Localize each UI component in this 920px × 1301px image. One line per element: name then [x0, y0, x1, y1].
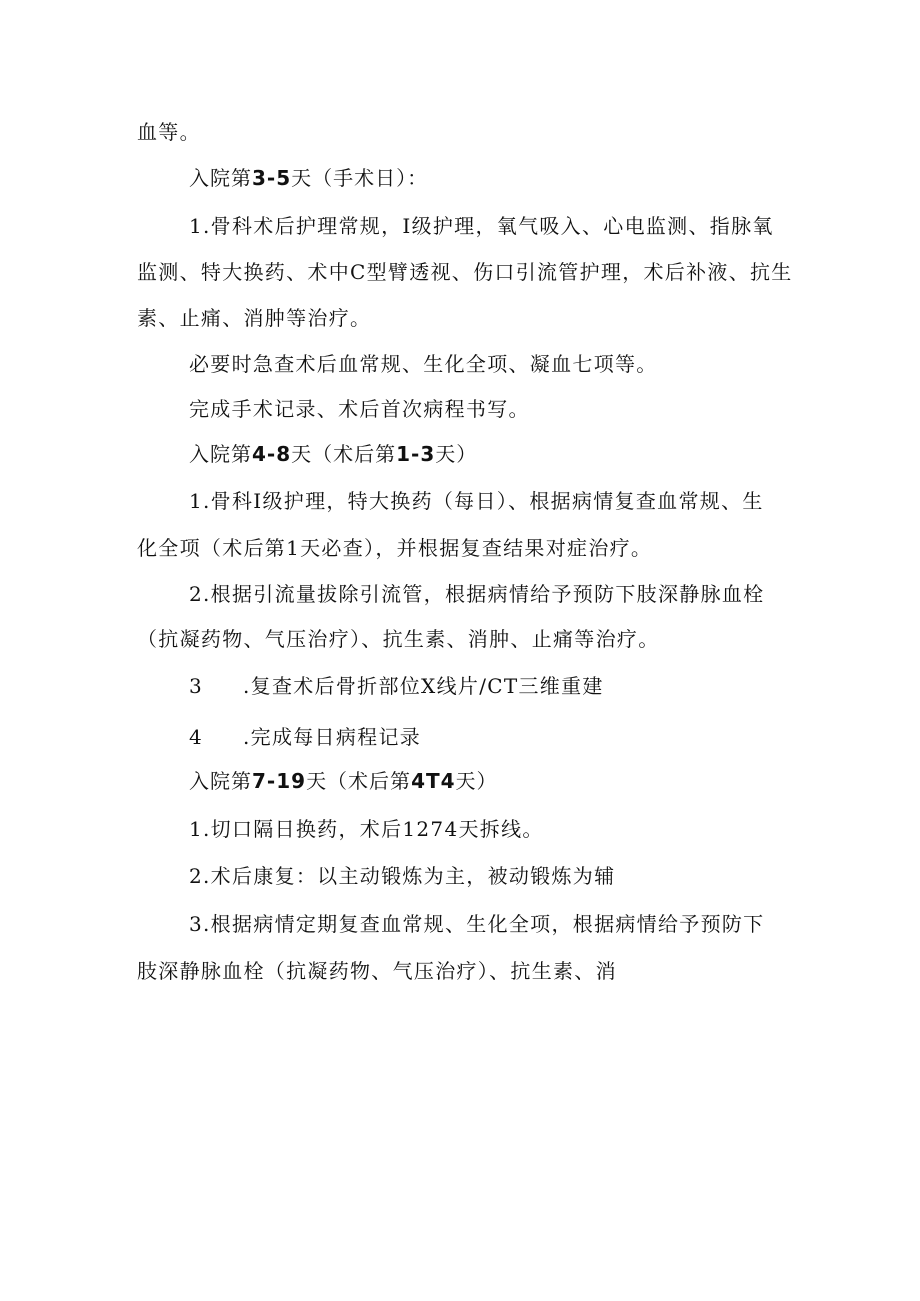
text-line: 1.切口隔日换药，术后1274天拆线。	[189, 817, 544, 841]
heading-middle: 天（术后第	[291, 442, 397, 466]
heading-middle: 天（术后第	[306, 769, 412, 793]
heading-prefix: 入院第	[189, 166, 252, 190]
item-text: .复查术后骨折部位X线片/CT三维重建	[243, 674, 604, 698]
item-number: 3	[189, 674, 204, 698]
item-text: .完成每日病程记录	[243, 725, 422, 749]
text-line: 必要时急查术后血常规、生化全项、凝血七项等。	[189, 352, 658, 376]
item-number: 4	[189, 725, 204, 749]
text-line: 化全项（术后第1天必查），并根据复查结果对症治疗。	[137, 536, 653, 560]
heading-suffix: 天（手术日）：	[291, 166, 429, 190]
text-line: 血等。	[137, 120, 201, 144]
text-line: 1.骨科术后护理常规，Ⅰ级护理，氧气吸入、心电监测、指脉氧	[189, 214, 774, 238]
heading-prefix: 入院第	[189, 769, 252, 793]
heading-prefix: 入院第	[189, 442, 252, 466]
numbered-item-4	[189, 722, 421, 752]
heading-range-2: 4T4	[411, 769, 456, 793]
heading-range-2: 1-3	[396, 442, 436, 466]
text-line: 3.根据病情定期复查血常规、生化全项，根据病情给予预防下	[189, 912, 765, 936]
text-line: 2.根据引流量拔除引流管，根据病情给予预防下肢深静脉血栓	[189, 582, 765, 606]
heading-range: 7-19	[252, 769, 307, 793]
heading-range: 4-8	[252, 442, 292, 466]
text-line: （抗凝药物、气压治疗）、抗生素、消肿、止痛等治疗。	[137, 627, 660, 651]
heading-range: 3-5	[252, 166, 292, 190]
section-heading-day-4-8	[189, 439, 477, 469]
section-heading-day-3-5	[189, 163, 428, 193]
numbered-item-3	[189, 671, 604, 701]
text-line: 完成手术记录、术后首次病程书写。	[189, 397, 530, 421]
section-heading-day-7-19	[189, 766, 498, 796]
text-line: 1.骨科Ⅰ级护理，特大换药（每日）、根据病情复查血常规、生	[189, 489, 764, 513]
text-line: 2.术后康复：以主动锻炼为主，被动锻炼为辅	[189, 864, 616, 888]
text-line: 素、止痛、消肿等治疗。	[137, 306, 372, 330]
heading-suffix: 天）	[435, 442, 478, 466]
heading-suffix: 天）	[455, 769, 498, 793]
text-line: 监测、特大换药、术中C型臂透视、伤口引流管护理，术后补液、抗生	[137, 260, 793, 284]
text-line: 肢深静脉血栓（抗凝药物、气压治疗）、抗生素、消	[137, 959, 617, 983]
